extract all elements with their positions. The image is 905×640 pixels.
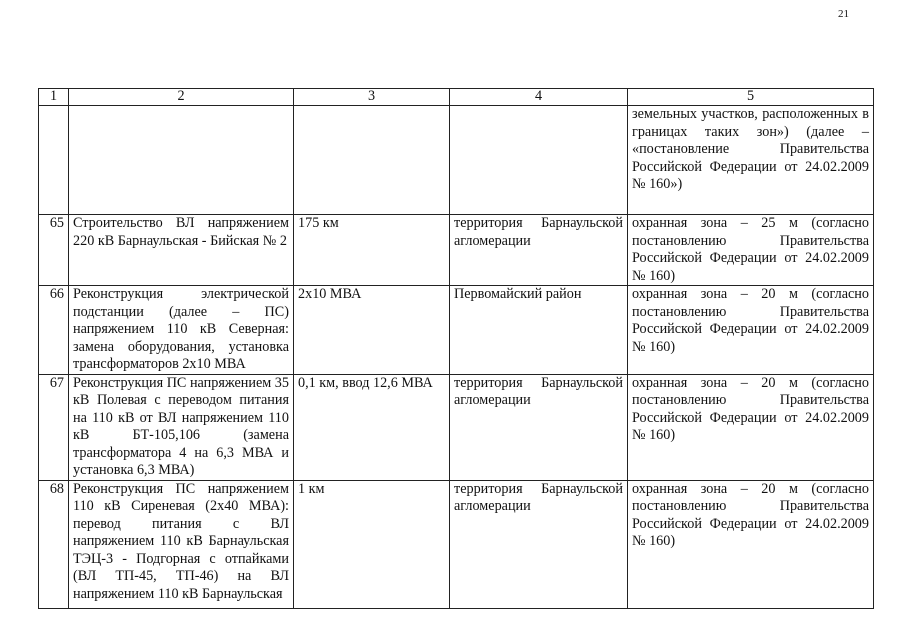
protection-zone: охранная зона – 20 м (согласно постановлению Правительства Российской Федерации от 24.02.2009 № 160) [628,286,874,375]
header-col-2: 2 [69,89,294,106]
object-name: Реконструкция ПС напряжением 110 кВ Сиреневая (2х40 МВА): перевод питания с ВЛ напряжением 110 кВ Барнаульская ТЭЦ-3 - Подгорная с отпайками (ВЛ ТП-45, ТП-46) на ВЛ напряжением 110 кВ Барнаульская [69,480,294,608]
object-name: Строительство ВЛ напряжением 220 кВ Барнаульская - Бийская № 2 [69,215,294,286]
document-table [38,88,874,609]
row-number: 66 [39,286,69,375]
table-row [39,374,874,480]
header-col-1: 1 [39,89,69,106]
header-col-3: 3 [294,89,450,106]
table-row [39,286,874,375]
object-location: территория Барнаульской агломерации [450,374,628,480]
protection-zone: охранная зона – 25 м (согласно постановлению Правительства Российской Федерации от 24.02.2009 № 160) [628,215,874,286]
protection-zone: земельных участков, расположенных в границах таких зон») (далее – «постановление Правительства Российской Федерации от 24.02.2009 № 160») [628,106,874,215]
table-row [39,480,874,608]
table-row [39,215,874,286]
object-location: территория Барнаульской агломерации [450,480,628,608]
object-params: 2х10 МВА [294,286,450,375]
row-number: 67 [39,374,69,480]
object-location [450,106,628,215]
row-number: 68 [39,480,69,608]
object-name: Реконструкция ПС напряжением 35 кВ Полевая с переводом питания на 110 кВ от ВЛ напряжением 110 кВ БТ-105,106 (замена трансформатора 4 на 6,3 МВА и установка 6,3 МВА) [69,374,294,480]
object-params: 175 км [294,215,450,286]
object-name: Реконструкция электрической подстанции (далее – ПС) напряжением 110 кВ Северная: замена оборудования, установка трансформаторов 2х10 МВА [69,286,294,375]
object-location: территория Барнаульской агломерации [450,215,628,286]
header-col-4: 4 [450,89,628,106]
row-number [39,106,69,215]
table-row-continuation [39,106,874,215]
object-location: Первомайский район [450,286,628,375]
object-name [69,106,294,215]
object-params: 0,1 км, ввод 12,6 МВА [294,374,450,480]
protection-zone: охранная зона – 20 м (согласно постановлению Правительства Российской Федерации от 24.02.2009 № 160) [628,374,874,480]
row-number: 65 [39,215,69,286]
object-params: 1 км [294,480,450,608]
page-number: 21 [838,8,849,20]
object-params [294,106,450,215]
header-col-5: 5 [628,89,874,106]
protection-zone: охранная зона – 20 м (согласно постановлению Правительства Российской Федерации от 24.02.2009 № 160) [628,480,874,608]
table-header-row [39,89,874,106]
